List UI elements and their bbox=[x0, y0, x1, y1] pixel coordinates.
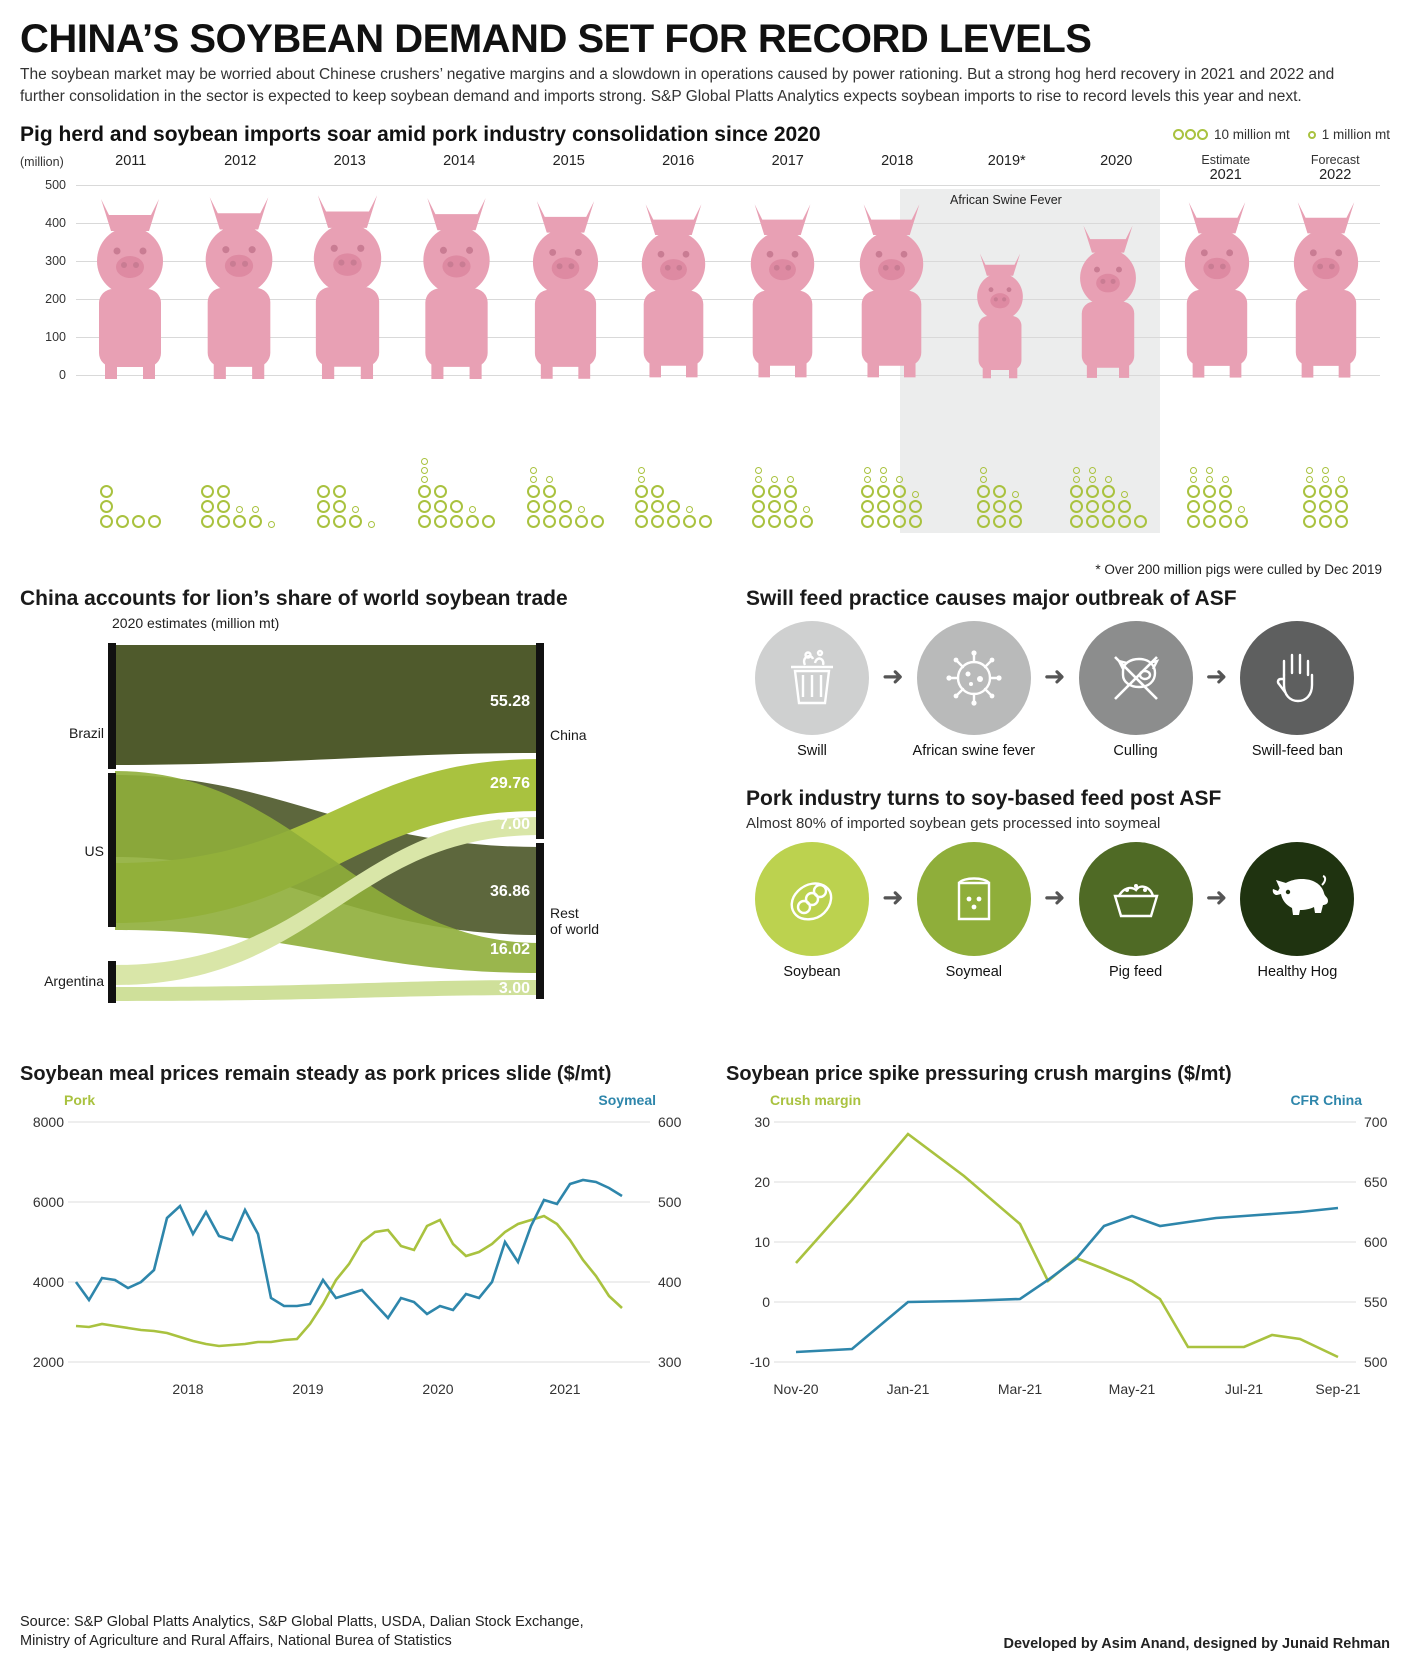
beans-2016 bbox=[619, 383, 728, 528]
pig-2020 bbox=[1054, 216, 1163, 379]
svg-text:500: 500 bbox=[658, 1193, 682, 1210]
arrow-right-icon-2: ➜ bbox=[1043, 660, 1066, 691]
y-tick-300: 300 bbox=[45, 253, 66, 268]
pig-section-title: Pig herd and soybean imports soar amid pork industry consolidation since 2020 bbox=[20, 122, 821, 146]
beans-2014 bbox=[402, 383, 511, 528]
year-2018: 2018 bbox=[881, 152, 914, 169]
sankey-label-rest-of-world: Rest of world bbox=[550, 904, 600, 938]
sankey-node-us bbox=[108, 773, 116, 927]
pig-2011 bbox=[76, 189, 185, 379]
asf-step-label-virus: African swine fever bbox=[912, 742, 1036, 759]
pig-section-header bbox=[20, 123, 1390, 147]
asf-step-culling bbox=[1070, 621, 1202, 759]
pig-2015 bbox=[511, 191, 620, 379]
feed-step-soymeal bbox=[908, 842, 1040, 980]
year-2022: Forecast 2022 bbox=[1310, 152, 1360, 183]
soymeal-bag-icon bbox=[917, 842, 1031, 956]
year-2013: 2013 bbox=[333, 152, 366, 169]
stop-hand-icon bbox=[1240, 621, 1354, 735]
pig-herd-chart bbox=[20, 152, 1390, 577]
infographic-page bbox=[0, 18, 1410, 1666]
pig-chart-footnote: * Over 200 million pigs were culled by Dec 2019 bbox=[1095, 561, 1382, 577]
asf-process-row bbox=[746, 621, 1390, 759]
credit-text: Developed by Asim Anand, designed by Junaid Rehman bbox=[1003, 1636, 1390, 1652]
svg-text:2019: 2019 bbox=[292, 1380, 324, 1397]
year-2017: 2017 bbox=[771, 152, 804, 169]
pig-icons-row bbox=[76, 183, 1380, 379]
sankey-value-us-china: 29.76 bbox=[489, 774, 530, 792]
sankey-value-brazil-row: 16.02 bbox=[489, 940, 530, 958]
svg-text:500: 500 bbox=[1364, 1353, 1388, 1370]
feed-step-label-soybean: Soybean bbox=[783, 963, 841, 980]
svg-text:6000: 6000 bbox=[32, 1193, 64, 1210]
year-2015: 2015 bbox=[552, 152, 585, 169]
pig-2022 bbox=[1271, 191, 1380, 379]
feed-step-label-soymeal: Soymeal bbox=[945, 963, 1002, 980]
source-text bbox=[20, 1613, 584, 1652]
beans-2019 bbox=[945, 383, 1054, 528]
asf-step-label-swill: Swill bbox=[797, 742, 827, 759]
virus-icon bbox=[917, 621, 1031, 735]
svg-text:600: 600 bbox=[658, 1113, 682, 1130]
svg-text:550: 550 bbox=[1364, 1293, 1388, 1310]
svg-text:10: 10 bbox=[754, 1233, 770, 1250]
sankey-label-argentina: Argentina bbox=[44, 972, 104, 989]
legend-crush-margin: Crush margin bbox=[770, 1091, 862, 1108]
soymeal-pork-legend bbox=[64, 1092, 656, 1108]
crush-margin-plot bbox=[726, 1108, 1406, 1438]
pig-2016 bbox=[619, 193, 728, 379]
crush-margin-legend bbox=[770, 1092, 1362, 1108]
feed-step-pigfeed bbox=[1070, 842, 1202, 980]
feed-title: Pork industry turns to soy-based feed post ASF bbox=[746, 786, 1222, 810]
year-2012: 2012 bbox=[224, 152, 257, 169]
y-tick-400: 400 bbox=[45, 215, 66, 230]
feed-subtitle: Almost 80% of imported soybean gets processed into soymeal bbox=[746, 814, 1161, 832]
svg-text:4000: 4000 bbox=[32, 1273, 64, 1290]
svg-text:600: 600 bbox=[1364, 1233, 1388, 1250]
sankey-value-argentina-row: 3.00 bbox=[498, 979, 530, 997]
bean-triple-icon bbox=[1173, 129, 1208, 140]
beans-2022 bbox=[1271, 383, 1380, 528]
svg-text:700: 700 bbox=[1364, 1113, 1388, 1130]
pig-section-legend bbox=[1173, 127, 1390, 142]
pig-icon bbox=[1240, 842, 1354, 956]
sankey-node-argentina bbox=[108, 961, 116, 1003]
legend-10-million bbox=[1173, 127, 1290, 142]
svg-text:30: 30 bbox=[754, 1113, 770, 1130]
sankey-note: 2020 estimates (million mt) bbox=[112, 614, 280, 631]
asf-step-virus bbox=[908, 621, 1040, 759]
beans-2012 bbox=[185, 383, 294, 528]
pig-unit-label: (million) bbox=[20, 154, 64, 169]
mid-section bbox=[20, 587, 1390, 1045]
legend-1-million bbox=[1308, 127, 1390, 142]
svg-text:May-21: May-21 bbox=[1108, 1380, 1156, 1397]
soymeal-pork-chart bbox=[20, 1063, 700, 1443]
feed-step-label-hog: Healthy Hog bbox=[1257, 963, 1338, 980]
svg-text:400: 400 bbox=[658, 1273, 682, 1290]
arrow-right-icon-5: ➜ bbox=[1043, 881, 1066, 912]
culling-pig-crossed-icon bbox=[1079, 621, 1193, 735]
footer bbox=[20, 1613, 1390, 1652]
sankey-title: China accounts for lion’s share of world soybean trade bbox=[20, 586, 568, 610]
soybean-pod-icon bbox=[755, 842, 869, 956]
feed-step-hog bbox=[1231, 842, 1363, 980]
y-tick-500: 500 bbox=[45, 177, 66, 192]
soymeal-pork-plot bbox=[20, 1108, 700, 1438]
year-2014: 2014 bbox=[443, 152, 476, 169]
source-line-2: Ministry of Agriculture and Rural Affairs, National Burea of Statistics bbox=[20, 1633, 452, 1650]
legend-10-label: 10 million mt bbox=[1213, 127, 1290, 143]
legend-soymeal: Soymeal bbox=[598, 1091, 656, 1108]
asf-step-ban bbox=[1231, 621, 1363, 759]
svg-text:650: 650 bbox=[1364, 1173, 1388, 1190]
svg-text:Jan-21: Jan-21 bbox=[886, 1380, 930, 1397]
y-tick-0: 0 bbox=[59, 367, 66, 382]
page-title: CHINA’S SOYBEAN DEMAND SET FOR RECORD LEVELS bbox=[20, 17, 1092, 61]
asf-step-label-ban: Swill-feed ban bbox=[1251, 742, 1343, 759]
svg-text:Mar-21: Mar-21 bbox=[997, 1380, 1043, 1397]
year-2021: Estimate 2021 bbox=[1201, 152, 1251, 183]
svg-text:2000: 2000 bbox=[32, 1353, 64, 1370]
svg-text:20: 20 bbox=[754, 1173, 770, 1190]
sankey-node-row bbox=[536, 843, 544, 999]
asf-band-label: African Swine Fever bbox=[950, 192, 1062, 207]
page-subtitle: The soybean market may be worried about Chinese crushers’ negative margins and a slowdown in operations caused by power rationing. But a strong hog herd recovery in 2021 and 2022 and further consolidation in the sector is expected to keep soybean demand and imports strong. S&P Global Platts Analytics expects soybean imports to rise to record levels this year and next. bbox=[20, 66, 1335, 106]
y-tick-200: 200 bbox=[45, 291, 66, 306]
pig-2012 bbox=[185, 187, 294, 379]
pig-2019 bbox=[945, 246, 1054, 379]
svg-text:-10: -10 bbox=[749, 1353, 770, 1370]
svg-text:2021: 2021 bbox=[549, 1380, 581, 1397]
arrow-right-icon-1: ➜ bbox=[882, 660, 904, 691]
beans-2011 bbox=[76, 383, 185, 528]
svg-text:300: 300 bbox=[658, 1353, 682, 1370]
year-2020: 2020 bbox=[1100, 152, 1133, 169]
beans-2015 bbox=[511, 383, 620, 528]
year-2019: 2019* bbox=[987, 152, 1026, 169]
asf-step-swill bbox=[746, 621, 878, 759]
svg-text:Jul-21: Jul-21 bbox=[1224, 1380, 1264, 1397]
beans-2013 bbox=[293, 383, 402, 528]
feed-step-label-pigfeed: Pig feed bbox=[1108, 963, 1163, 980]
asf-step-label-culling: Culling bbox=[1113, 742, 1158, 759]
pig-2017 bbox=[728, 193, 837, 379]
sankey-section bbox=[20, 587, 720, 1045]
sankey-value-argentina-china: 7.00 bbox=[498, 815, 530, 833]
pig-2021 bbox=[1163, 191, 1272, 379]
beans-2021 bbox=[1163, 383, 1272, 528]
sankey-node-china bbox=[536, 643, 544, 839]
svg-text:8000: 8000 bbox=[32, 1113, 64, 1130]
beans-2017 bbox=[728, 383, 837, 528]
pig-2013 bbox=[293, 185, 402, 379]
year-2011: 2011 bbox=[115, 152, 147, 169]
sankey-label-china: China bbox=[550, 726, 587, 743]
svg-text:2020: 2020 bbox=[422, 1380, 454, 1397]
pig-2014 bbox=[402, 188, 511, 379]
line-charts-section bbox=[20, 1063, 1390, 1443]
crush-margin-title: Soybean price spike pressuring crush margins ($/mt) bbox=[726, 1062, 1232, 1085]
pig-2018 bbox=[837, 193, 946, 379]
pig-y-axis bbox=[20, 177, 72, 382]
sankey-label-us: US bbox=[84, 842, 104, 859]
soymeal-pork-title: Soybean meal prices remain steady as pork prices slide ($/mt) bbox=[20, 1062, 612, 1085]
legend-1-label: 1 million mt bbox=[1321, 127, 1390, 143]
pig-year-labels bbox=[76, 153, 1390, 183]
svg-text:0: 0 bbox=[762, 1293, 770, 1310]
arrow-right-icon-3: ➜ bbox=[1205, 660, 1228, 691]
legend-pork: Pork bbox=[64, 1091, 96, 1108]
process-section bbox=[746, 587, 1390, 1045]
feed-trough-icon bbox=[1079, 842, 1193, 956]
beans-2018 bbox=[837, 383, 946, 528]
legend-cfr-china: CFR China bbox=[1290, 1091, 1362, 1108]
bean-single-icon bbox=[1308, 131, 1316, 139]
beans-2020 bbox=[1054, 383, 1163, 528]
svg-text:2018: 2018 bbox=[172, 1380, 204, 1397]
svg-text:Nov-20: Nov-20 bbox=[773, 1380, 819, 1397]
feed-step-soybean bbox=[746, 842, 878, 980]
sankey-value-brazil-china: 55.28 bbox=[489, 692, 530, 710]
y-tick-100: 100 bbox=[45, 329, 66, 344]
arrow-right-icon-6: ➜ bbox=[1205, 881, 1228, 912]
svg-text:Sep-21: Sep-21 bbox=[1315, 1380, 1361, 1397]
feed-process-row bbox=[746, 842, 1390, 980]
crush-margin-chart bbox=[726, 1063, 1406, 1443]
arrow-right-icon-4: ➜ bbox=[882, 881, 904, 912]
swill-bin-icon bbox=[755, 621, 869, 735]
year-2016: 2016 bbox=[662, 152, 695, 169]
soybean-import-icons-row bbox=[76, 383, 1380, 528]
sankey-value-us-row: 36.86 bbox=[489, 882, 530, 900]
source-line-1: Source: S&P Global Platts Analytics, S&P Global Platts, USDA, Dalian Stock Exchange, bbox=[20, 1613, 584, 1630]
asf-title: Swill feed practice causes major outbreak of ASF bbox=[746, 586, 1237, 610]
sankey-label-brazil: Brazil bbox=[68, 724, 104, 741]
sankey-node-brazil bbox=[108, 643, 116, 769]
sankey-chart bbox=[20, 635, 680, 1045]
